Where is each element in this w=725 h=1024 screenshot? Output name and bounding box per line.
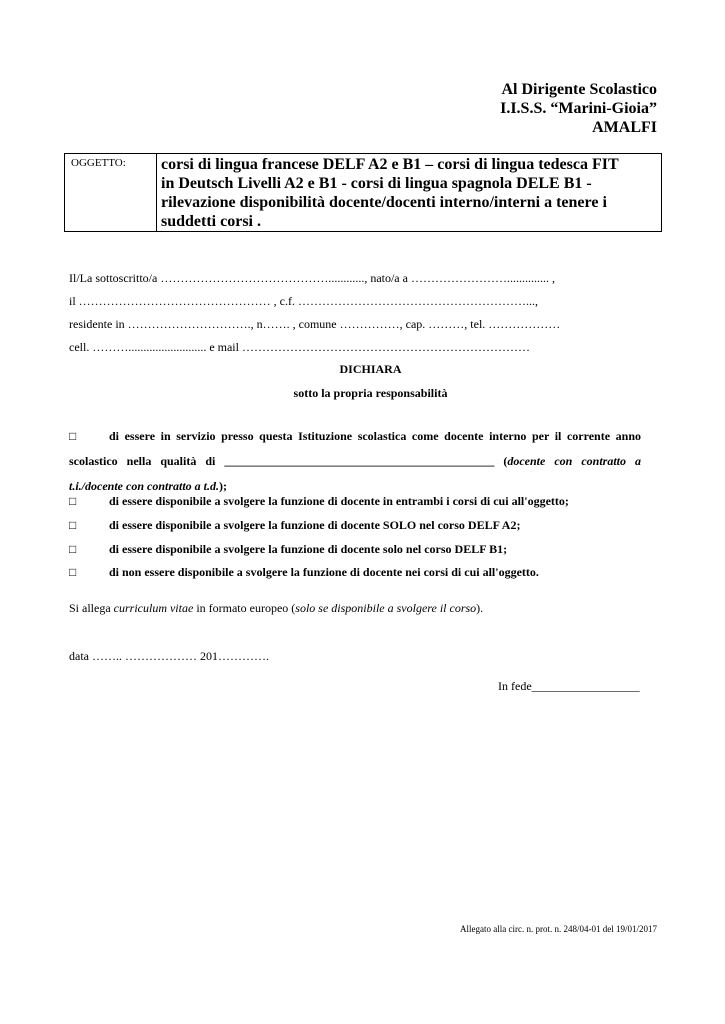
field-residence[interactable]: residente in …………………………., n……. , comune ……………, cap. ………, tel. ……………… bbox=[69, 317, 561, 331]
subject-line-4: suddetti corsi . bbox=[161, 213, 261, 230]
checkbox-not-available[interactable]: □ bbox=[69, 565, 77, 579]
footer-note: Allegato alla circ. n. prot. n. 248/04-01 del 19/01/2017 bbox=[460, 924, 657, 934]
attachment-note bbox=[69, 601, 483, 616]
option-delf-b1-text: di essere disponibile a svolgere la funzione di docente solo nel corso DELF B1; bbox=[109, 542, 508, 556]
option-delf-a2 bbox=[69, 518, 641, 533]
attachment-part-3: in formato europeo ( bbox=[193, 601, 296, 615]
attachment-condition: solo se disponibile a svolgere il corso bbox=[295, 601, 477, 615]
option-not-available-text: di non essere disponibile a svolgere la funzione di docente nei corsi di cui all'oggetto. bbox=[109, 565, 539, 579]
checkbox-delf-b1[interactable]: □ bbox=[69, 542, 77, 556]
option-both-courses-text: di essere disponibile a svolgere la funzione di docente in entrambi i corsi di cui all'oggetto; bbox=[109, 494, 569, 508]
field-birthdate-taxcode[interactable]: il ………………………………………… , c.f. …………………………………………………..., bbox=[69, 294, 538, 308]
option-in-service-end: ); bbox=[219, 479, 227, 493]
field-name-birthplace[interactable]: Il/La sottoscritto/a ……………………………………............, nato/a a …………………….............. , bbox=[69, 271, 555, 285]
addressee-block bbox=[500, 80, 657, 137]
personal-data-fields bbox=[69, 270, 669, 362]
addressee-line-2: I.I.S.S. “Marini-Gioia” bbox=[500, 100, 657, 117]
checkbox-both-courses[interactable]: □ bbox=[69, 494, 77, 508]
subject-label: OGGETTO: bbox=[65, 154, 157, 231]
field-cell-email[interactable]: cell. ……….......................... e mail ……………………………………………………………… bbox=[69, 340, 530, 354]
addressee-line-3: AMALFI bbox=[592, 119, 657, 136]
signature-line[interactable]: In fede__________________ bbox=[498, 679, 640, 693]
option-both-courses bbox=[69, 494, 641, 509]
attachment-part-5: ). bbox=[476, 601, 484, 615]
subject-line-1: corsi di lingua francese DELF A2 e B1 – corsi di lingua tedesca FIT bbox=[161, 156, 619, 173]
checkbox-delf-a2[interactable]: □ bbox=[69, 518, 77, 532]
attachment-part-1: Si allega bbox=[69, 601, 114, 615]
subject-box bbox=[64, 153, 662, 232]
option-delf-b1 bbox=[69, 542, 641, 557]
declaration-subtitle: sotto la propria responsabilità bbox=[293, 386, 448, 400]
subject-line-2: in Deutsch Livelli A2 e B1 - corsi di lingua spagnola DELE B1 - bbox=[161, 175, 592, 192]
option-in-service-text: di essere in servizio presso questa Istituzione scolastica come docente interno per il corrente anno scolastico nella qualità di _____________________________________________ ( bbox=[69, 429, 641, 468]
declaration-title: DICHIARA bbox=[339, 362, 402, 376]
attachment-cv: curriculum vitae bbox=[113, 601, 194, 615]
option-not-available bbox=[69, 565, 641, 580]
option-in-service bbox=[69, 424, 641, 499]
date-line[interactable]: data …….. ……………… 201…………. bbox=[69, 649, 269, 663]
subject-line-3: rilevazione disponibilità docente/docenti interno/interni a tenere i bbox=[161, 194, 607, 211]
option-in-service-contract: docente con contratto a t.i./docente con contratto a t.d. bbox=[69, 454, 641, 493]
addressee-line-1: Al Dirigente Scolastico bbox=[501, 81, 657, 98]
subject-text bbox=[157, 154, 661, 231]
checkbox-in-service[interactable]: □ bbox=[69, 429, 77, 443]
option-delf-a2-text: di essere disponibile a svolgere la funzione di docente SOLO nel corso DELF A2; bbox=[109, 518, 521, 532]
